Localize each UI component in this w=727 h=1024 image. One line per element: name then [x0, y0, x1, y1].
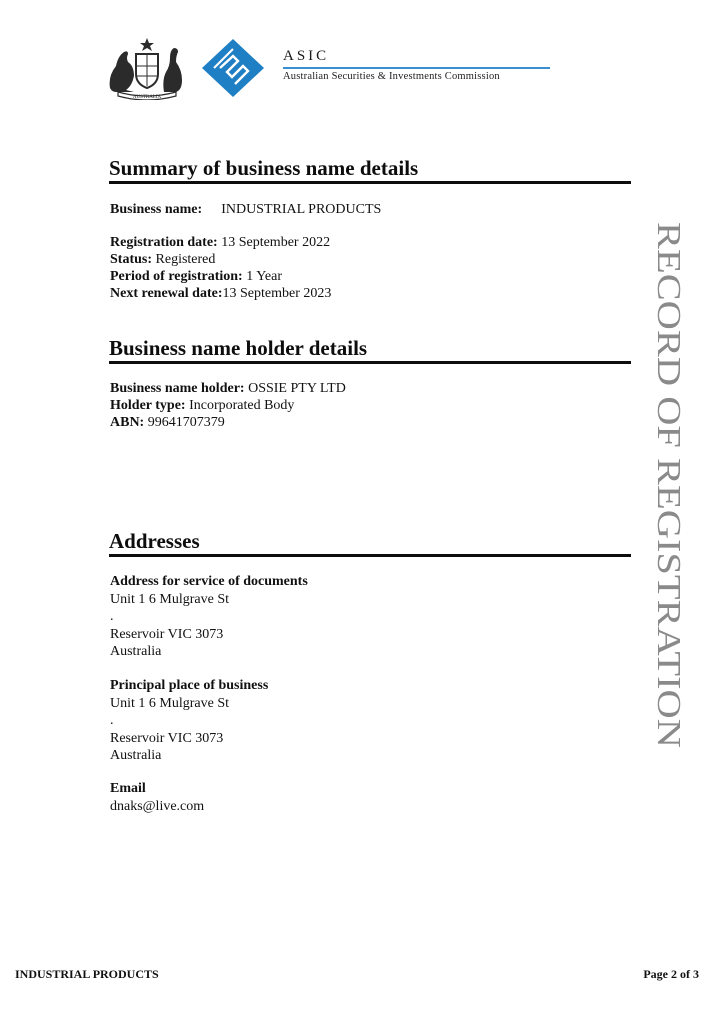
holder-label: Business name holder:	[110, 381, 245, 396]
holder-type-field	[110, 397, 294, 414]
org-full-name: Australian Securities & Investments Commission	[283, 71, 500, 82]
status-value: Registered	[155, 252, 216, 267]
org-divider	[283, 67, 550, 69]
abn-label: ABN:	[110, 415, 145, 430]
registration-date-label: Registration date:	[110, 235, 218, 250]
holder-type-label: Holder type:	[110, 398, 186, 413]
asic-diamond-logo	[200, 38, 266, 98]
email-block	[110, 780, 204, 815]
holder-value: OSSIE PTY LTD	[248, 381, 346, 396]
record-of-registration-watermark	[650, 222, 690, 752]
footer-business-name: INDUSTRIAL PRODUCTS	[15, 967, 159, 981]
principal-address-line: Unit 1 6 Mulgrave St	[110, 695, 229, 711]
status-label: Status:	[110, 252, 153, 267]
service-address-line: Reservoir VIC 3073	[110, 626, 224, 642]
period-field	[110, 268, 282, 285]
period-label: Period of registration:	[110, 269, 243, 284]
holder-field	[110, 380, 346, 397]
abn-value: 99641707379	[147, 415, 225, 430]
service-address-label: Address for service of documents	[110, 574, 308, 589]
principal-address-line: Reservoir VIC 3073	[110, 730, 224, 746]
period-value: 1 Year	[246, 269, 282, 284]
crest-ribbon-text: AUSTRALIA	[132, 95, 162, 100]
service-address-line: .	[110, 609, 114, 624]
email-label: Email	[110, 781, 146, 796]
email-value[interactable]: dnaks@live.com	[110, 798, 205, 814]
renewal-value: 13 September 2023	[222, 286, 332, 301]
principal-address-label: Principal place of business	[110, 678, 269, 693]
addresses-heading: Addresses	[109, 529, 631, 557]
holder-heading: Business name holder details	[109, 336, 631, 364]
footer-page-number: Page 2 of 3	[643, 967, 699, 981]
org-short-name: ASIC	[283, 48, 330, 64]
principal-address-block	[110, 677, 268, 765]
renewal-label: Next renewal date:	[110, 286, 223, 301]
principal-address-line: .	[110, 713, 114, 728]
business-name-label: Business name:	[110, 202, 203, 217]
registration-date-value: 13 September 2022	[221, 235, 331, 250]
business-name-field	[110, 201, 381, 218]
holder-type-value: Incorporated Body	[189, 398, 295, 413]
principal-address-line: Australia	[110, 748, 162, 763]
status-field	[110, 251, 215, 268]
registration-date-field	[110, 234, 330, 251]
service-address-line: Unit 1 6 Mulgrave St	[110, 591, 229, 607]
summary-heading: Summary of business name details	[109, 156, 631, 184]
australian-coat-of-arms-logo	[104, 36, 190, 100]
business-name-value: INDUSTRIAL PRODUCTS	[221, 202, 382, 217]
abn-field	[110, 414, 225, 431]
watermark-text: RECORD OF REGISTRATION	[650, 222, 687, 665]
renewal-field	[110, 285, 331, 302]
service-address-line: Australia	[110, 644, 162, 659]
service-address-block	[110, 573, 308, 661]
